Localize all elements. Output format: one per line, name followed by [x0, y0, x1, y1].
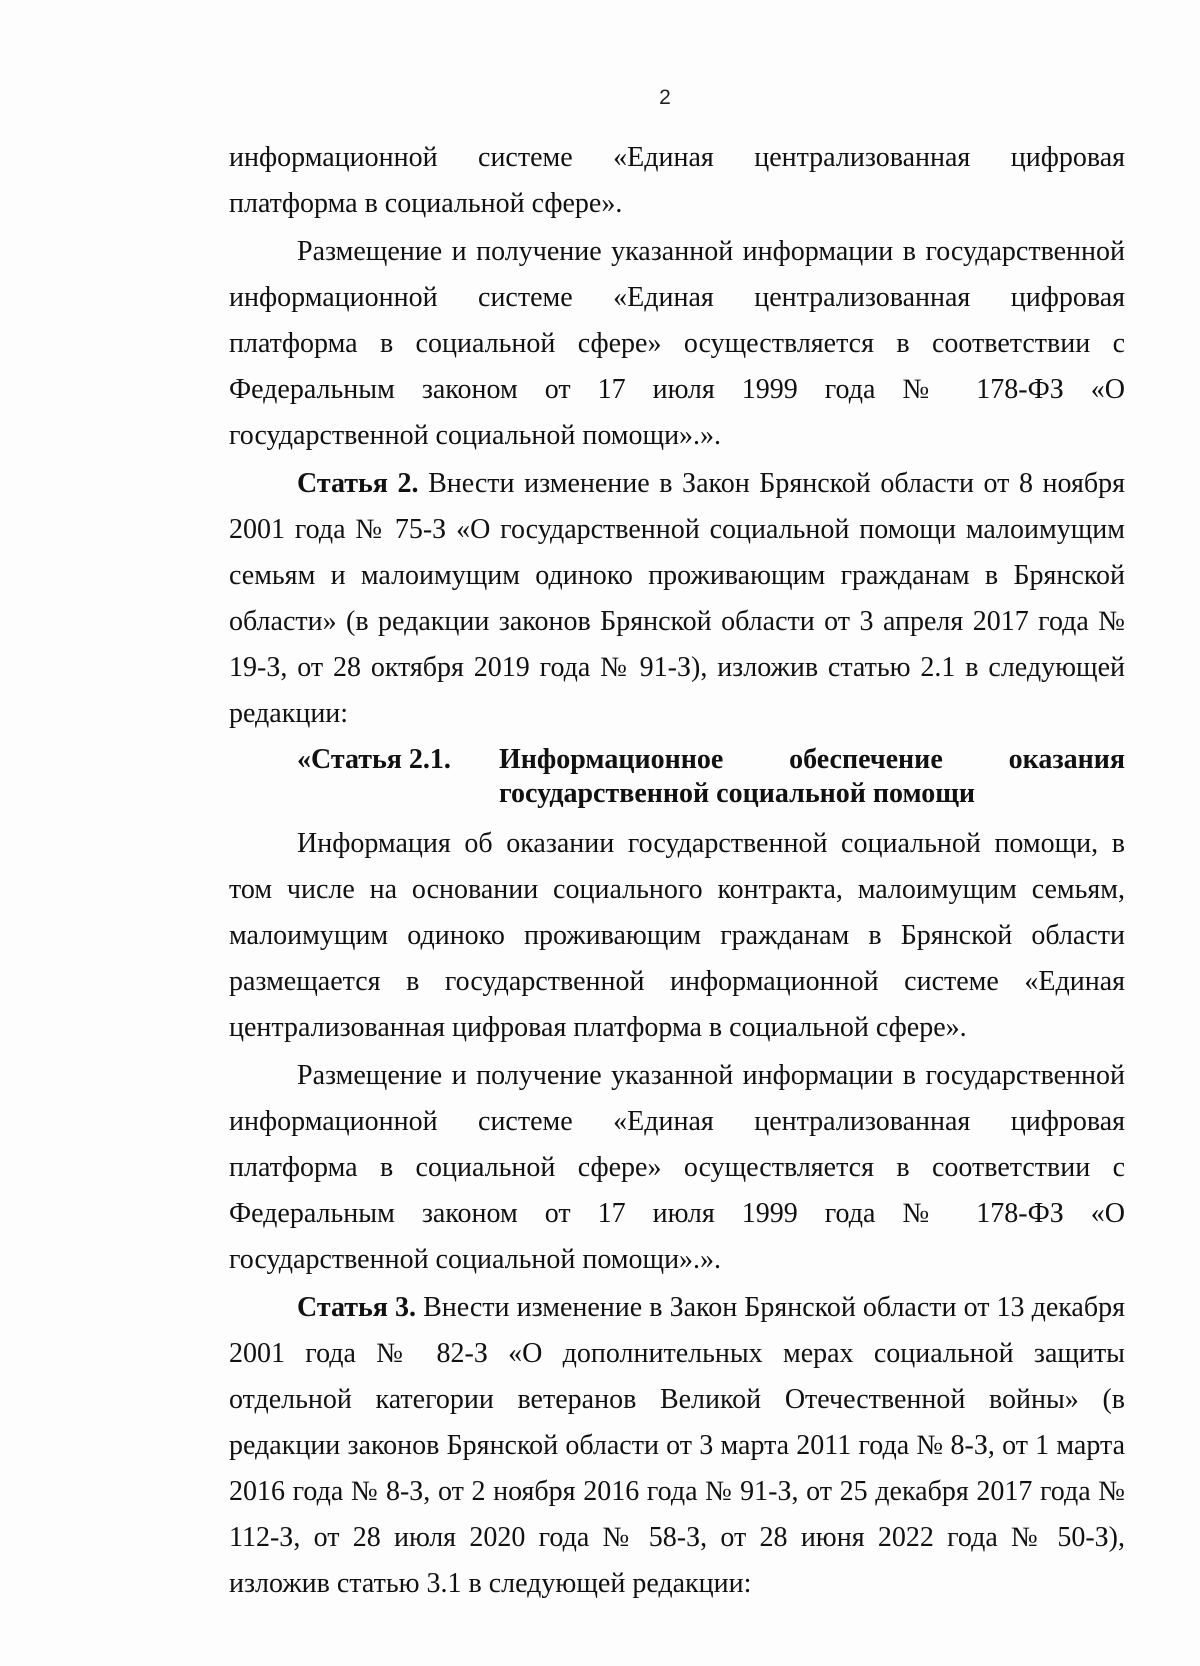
article-2-text: Внести изменение в Закон Брянской области от 8 ноября 2001 года № 75-З «О государственной социальной помощи малоимущим семьям и малоимущим одиноко проживающим гражданам в Брянской области» (в редакции законов Брянской области от 3 апреля 2017 года № 19-З, от 28 октября 2019 года № 91-З), изложив статью 2.1 в следующей редакции: [229, 468, 1125, 729]
article-2-1-heading [229, 743, 1125, 811]
paragraph-placement-1: Размещение и получение указанной информации в государственной информационной системе «Единая централизованная цифровая платформа в социальной сфере» осуществляется в соответствии с Федеральным законом от 17 июля 1999 года № 178-ФЗ «О государственной социальной помощи».». [229, 236, 1125, 451]
article-2-1-label: «Статья 2.1. [297, 744, 451, 775]
article-2-label: Статья 2. [297, 468, 419, 499]
paragraph-continuation: информационной системе «Единая централизованная цифровая платформа в социальной сфере». [229, 142, 1125, 219]
article-3-label: Статья 3. [297, 1292, 417, 1323]
paragraph-information: Информация об оказании государственной социальной помощи, в том числе на основании социального контракта, малоимущим семьям, малоимущим одиноко проживающим гражданам в Брянской области размещается в государственной информационной системе «Единая централизованная цифровая платформа в социальной сфере». [229, 828, 1125, 1043]
paragraph-article-3 [229, 1285, 1125, 1607]
page-number: 2 [659, 86, 671, 109]
paragraph-article-2 [229, 461, 1125, 737]
article-3-text: Внести изменение в Закон Брянской области от 13 декабря 2001 года № 82-З «О дополнительных мерах социальной защиты отдельной категории ветеранов Великой Отечественной войны» (в редакции законов Брянской области от 3 марта 2011 года № 8-З, от 1 марта 2016 года № 8-З, от 2 ноября 2016 года № 91-З, от 25 декабря 2017 года № 112-З, от 28 июля 2020 года № 58-З, от 28 июня 2022 года № 50-З), изложив статью 3.1 в следующей редакции: [229, 1292, 1125, 1599]
document-body [229, 135, 1125, 1607]
article-2-1-title: Информационное обеспечение оказания государственной социальной помощи [499, 744, 1125, 809]
paragraph-placement-2: Размещение и получение указанной информации в государственной информационной системе «Единая централизованная цифровая платформа в социальной сфере» осуществляется в соответствии с Федеральным законом от 17 июля 1999 года № 178-ФЗ «О государственной социальной помощи».». [229, 1060, 1125, 1275]
